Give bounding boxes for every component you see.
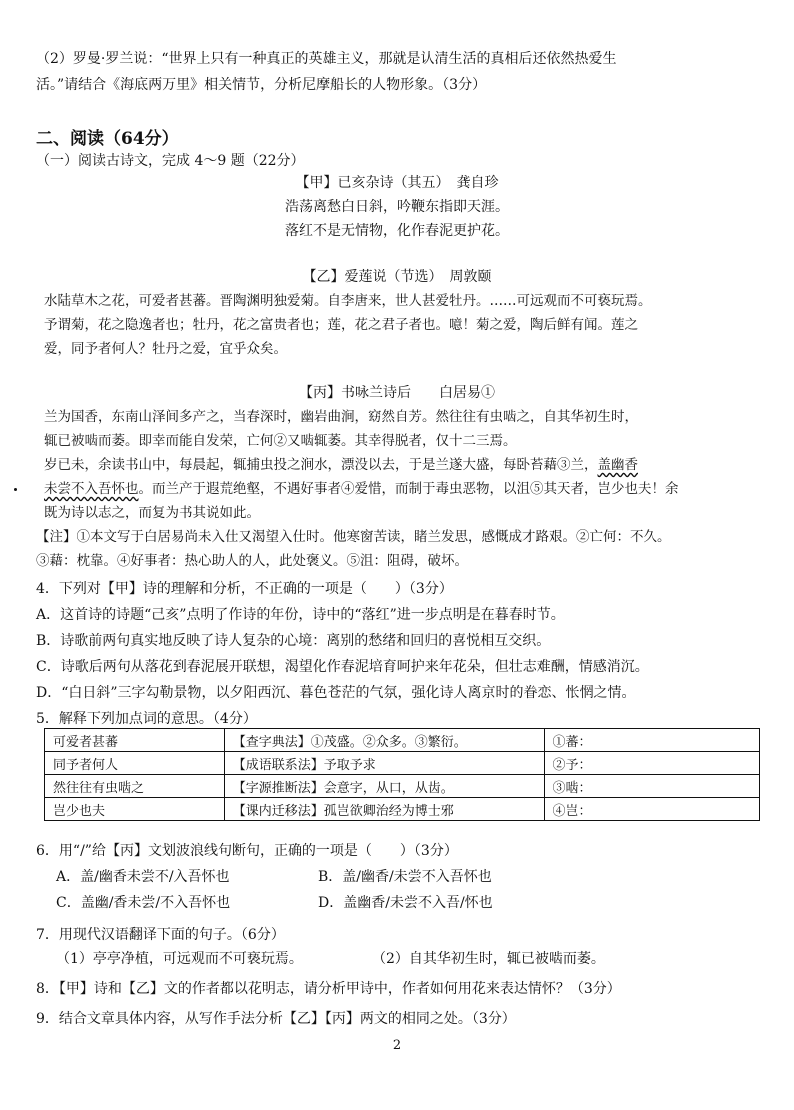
wavy-sentence-part2: 未尝不入吾怀也 — [44, 481, 139, 497]
table-cell-method: 【课内迁移法】孤岂欲卿治经为博士邪 — [224, 798, 544, 821]
table-cell-phrase: 然往往有虫啮之 — [45, 775, 225, 798]
table-cell-phrase: 岂少也夫 — [45, 798, 225, 821]
table-row — [45, 775, 760, 798]
table-cell-answer: ④岂： — [544, 798, 759, 821]
q6-stem: 6．用“/”给【丙】文划波浪线句断句，正确的一项是（ ）（3分） — [36, 843, 458, 859]
text-bing-title: 【丙】书咏兰诗后 白居易① — [299, 385, 495, 401]
page-number: 2 — [392, 1038, 402, 1053]
q6-option-a: A．盖/幽香未尝不/入吾怀也 — [56, 869, 230, 885]
q5-table — [44, 728, 760, 821]
notes-line1: 【注】①本文写于白居易尚未入仕又渴望入仕时。他寒窗苦读，睹兰发思，感慨成才路艰。②亡何：不久。 — [36, 529, 671, 545]
q3-2-line2: 活。”请结合《海底两万里》相关情节，分析尼摩船长的人物形象。（3分） — [36, 77, 487, 93]
section-title: 二、阅读（64分） — [36, 129, 179, 149]
q3-2-line1: （2）罗曼·罗兰说：“世界上只有一种真正的英雄主义，那就是认清生活的真相后还依然热爱生 — [36, 51, 617, 67]
table-cell-method: 【查字典法】①茂盛。②众多。③繁衍。 — [224, 729, 544, 752]
text-yi-line1: 水陆草木之花，可爱者甚蕃。晋陶渊明独爱菊。自李唐来，世人甚爱牡丹。……可远观而不可亵玩焉。 — [44, 293, 652, 309]
poem-jia-line1: 浩荡离愁白日斜，吟鞭东指即天涯。 — [285, 199, 509, 215]
table-cell-answer: ②予： — [544, 752, 759, 775]
text-bing-line2: 辄已被啮而萎。即幸而能自发荣，亡何②又啮辄萎。其幸得脱者，仅十二三焉。 — [44, 433, 517, 449]
q7-sentence2: （2）自其华初生时，辄已被啮而萎。 — [372, 951, 605, 967]
q5-stem: 5．解释下列加点词的意思。（4分） — [36, 711, 257, 727]
q7-sentence1: （1）亭亭净植，可远观而不可亵玩焉。 — [56, 951, 303, 967]
text-yi-title: 【乙】爱莲说（节选） 周敦颐 — [302, 269, 492, 285]
q4-option-d: D．“白日斜”三字勾勒景物，以夕阳西沉、暮色苍茫的气氛，强化诗人离京时的眷恋、怅惘之情。 — [36, 685, 636, 701]
poem-jia-line2: 落红不是无情物，化作春泥更护花。 — [285, 223, 509, 239]
table-row — [45, 729, 760, 752]
q7-stem: 7．用现代汉语翻译下面的句子。（6分） — [36, 927, 285, 943]
text-bing-line4 — [44, 480, 679, 498]
wavy-sentence-part1: 盖幽香 — [597, 457, 638, 473]
q9-stem: 9．结合文章具体内容，从写作手法分析【乙】【丙】两文的相同之处。（3分） — [36, 1011, 516, 1027]
table-cell-phrase: 同予者何人 — [45, 752, 225, 775]
sub-section-title: （一）阅读古诗文，完成 4～9 题（22分） — [36, 153, 305, 169]
table-cell-method: 【字源推断法】会意字，从口，从齿。 — [224, 775, 544, 798]
q4-stem: 4．下列对【甲】诗的理解和分析，不正确的一项是（ ）（3分） — [36, 581, 453, 597]
notes-line2: ③藉：枕靠。④好事者：热心助人的人，此处褒义。⑤沮：阻碍，破坏。 — [36, 553, 468, 569]
text-bing-line1: 兰为国香，东南山泽间多产之，当春深时，幽岩曲涧，窈然自芳。然往往有虫啮之，自其华初生时， — [44, 409, 638, 425]
stray-dot — [14, 488, 17, 491]
q4-option-b: B．诗歌前两句真实地反映了诗人复杂的心境：离别的愁绪和回归的喜悦相互交织。 — [36, 633, 551, 649]
table-row — [45, 752, 760, 775]
q6-option-b: B．盖/幽香/未尝不入吾怀也 — [318, 869, 492, 885]
table-cell-phrase: 可爱者甚蕃 — [45, 729, 225, 752]
q4-option-c: C．诗歌后两句从落花到春泥展开联想，渴望化作春泥培育呵护来年花朵，但壮志难酬，情感消沉。 — [36, 659, 649, 675]
poem-jia-title: 【甲】已亥杂诗（其五） 龚自珍 — [295, 175, 499, 191]
q4-option-a: A．这首诗的诗题“己亥”点明了作诗的年份，诗中的“落红”进一步点明是在暮春时节。 — [36, 607, 565, 623]
text-bing-line5: 既为诗以志之，而复为书其说如此。 — [44, 505, 260, 521]
q6-option-d: D．盖幽香/未尝不入吾/怀也 — [318, 895, 493, 911]
table-row — [45, 798, 760, 821]
text-bing-line3 — [44, 456, 638, 474]
table-cell-answer: ③啮： — [544, 775, 759, 798]
q8-stem: 8．【甲】诗和【乙】文的作者都以花明志，请分析甲诗中，作者如何用花来表达情怀？（3分） — [36, 981, 621, 997]
text-bing-line4-main: 。而兰产于遐荒绝壑，不遇好事者④爱惜，而制于毒虫恶物，以沮⑤其天者，岂少也夫！余 — [138, 481, 679, 497]
table-cell-answer: ①蕃： — [544, 729, 759, 752]
text-bing-line3-main: 岁已未，余读书山中，每晨起，辄捕虫投之涧水，漂没以去，于是兰遂大盛，每卧苔藉③兰， — [44, 457, 598, 473]
text-yi-line2: 予谓菊，花之隐逸者也；牡丹，花之富贵者也；莲，花之君子者也。噫！菊之爱，陶后鲜有闻。莲之 — [44, 317, 638, 333]
table-cell-method: 【成语联系法】予取予求 — [224, 752, 544, 775]
text-yi-line3: 爱，同予者何人？牡丹之爱，宜乎众矣。 — [44, 341, 287, 357]
q6-option-c: C．盖幽/香未尝/不入吾怀也 — [56, 895, 231, 911]
